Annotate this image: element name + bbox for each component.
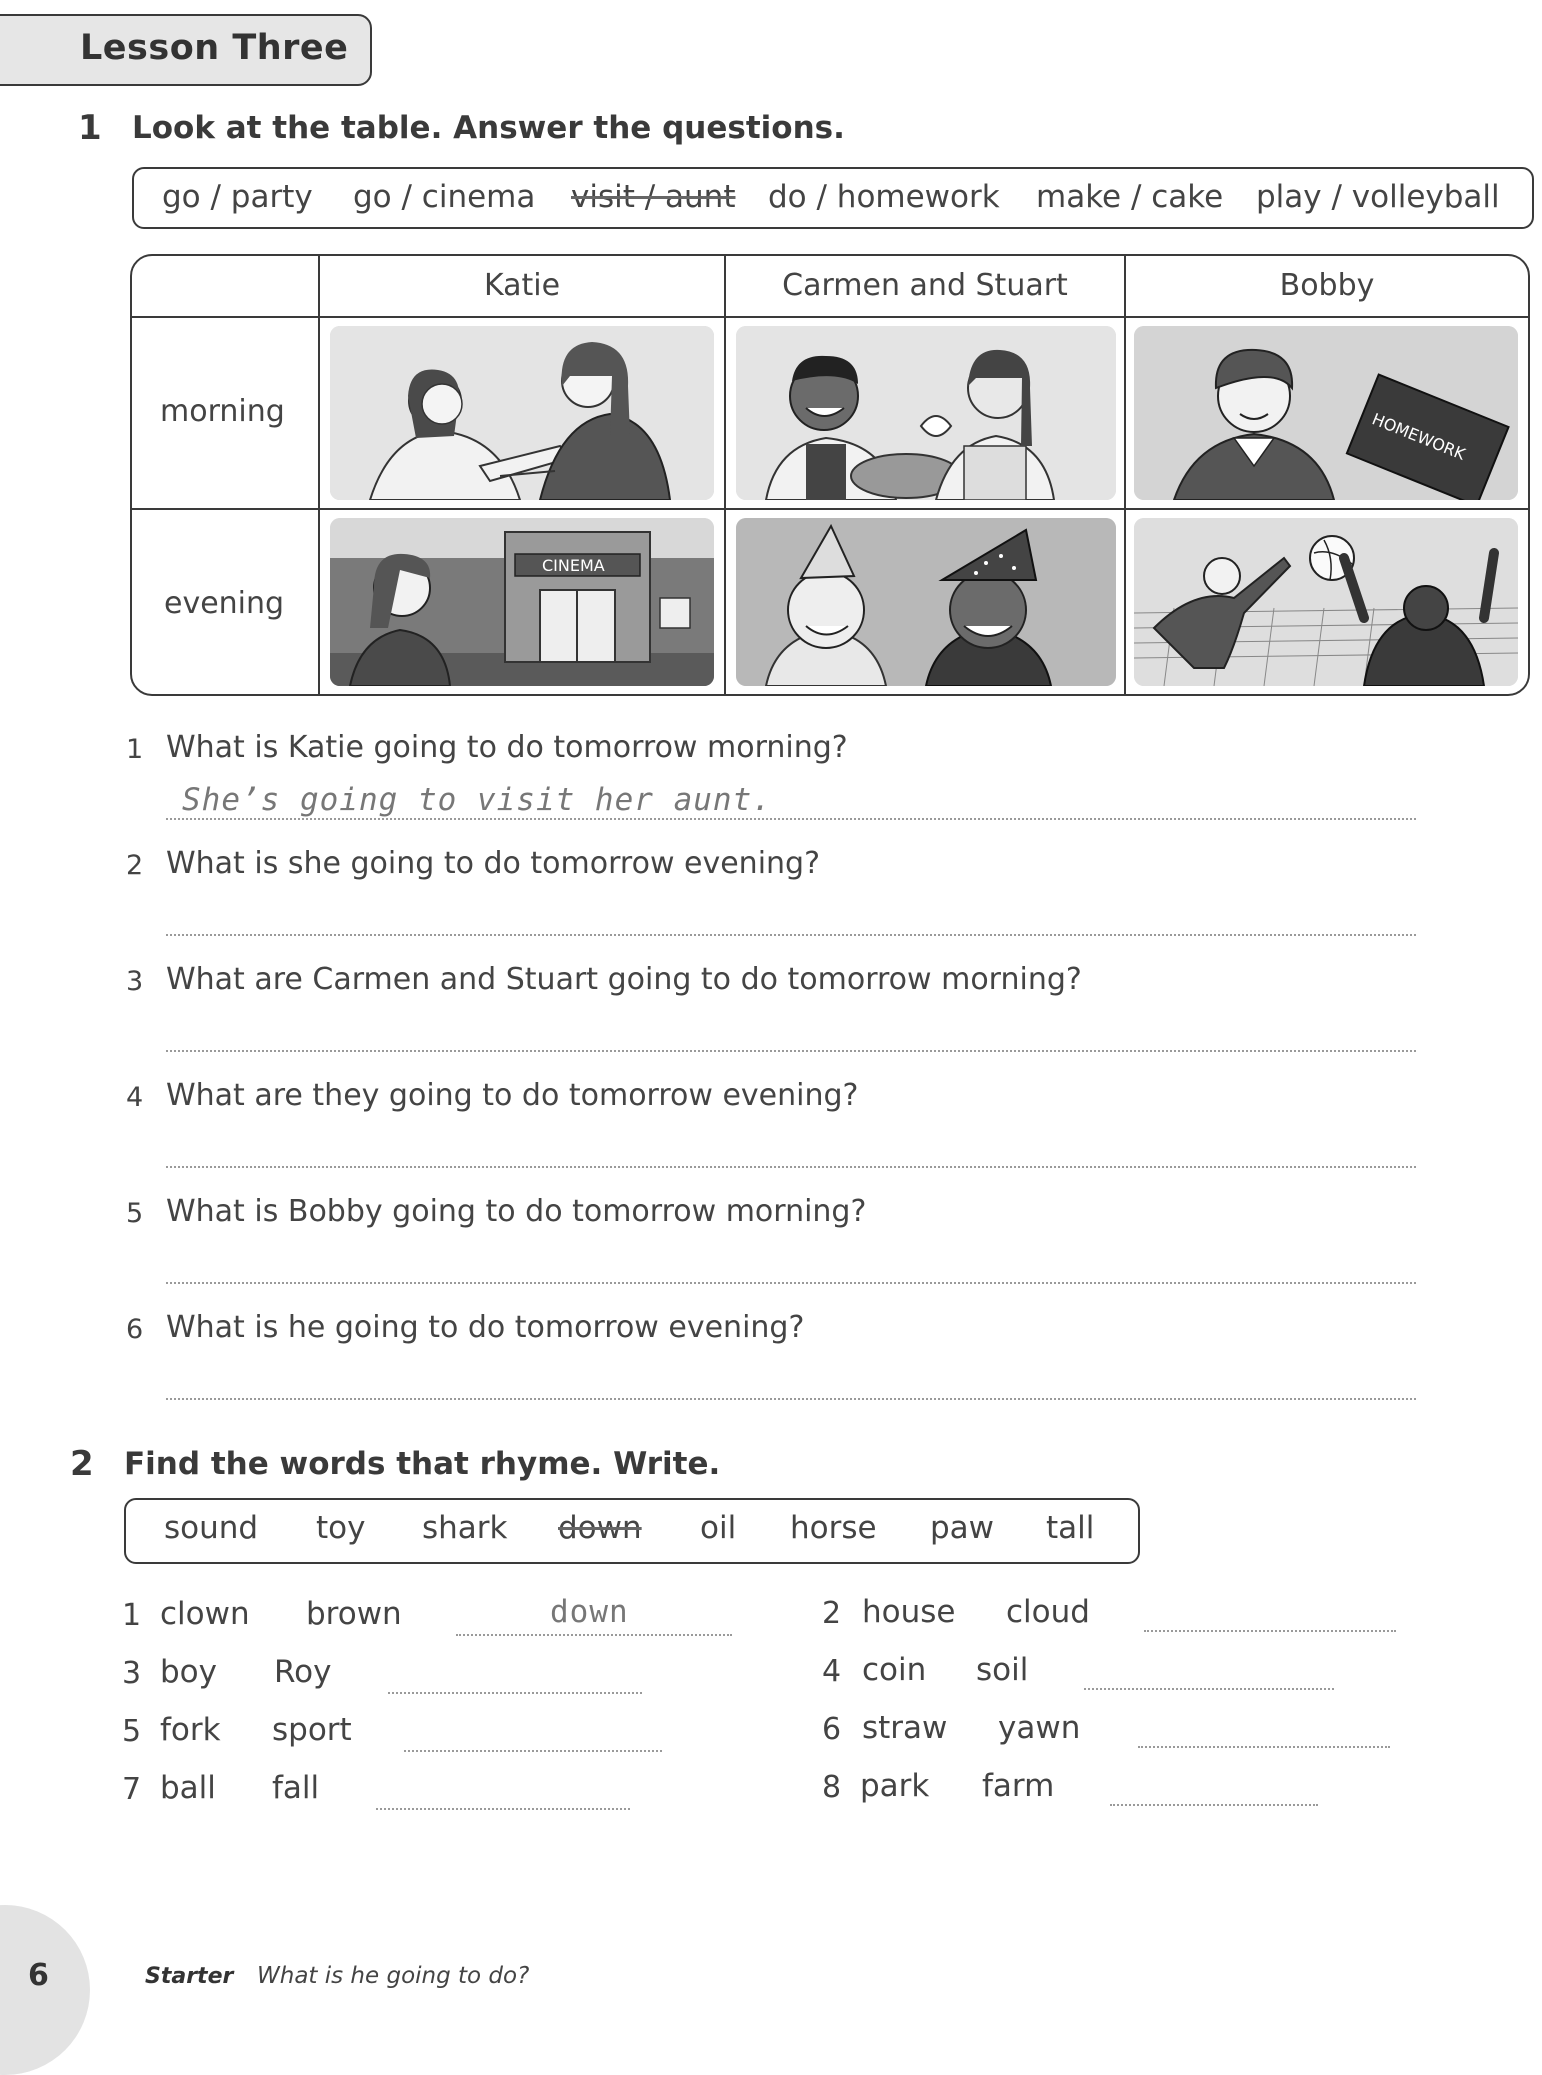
rhyme-answer-line[interactable]	[1144, 1630, 1396, 1632]
table-divider	[132, 508, 1528, 510]
word-bank-item: sound	[164, 1510, 259, 1546]
question-number: 3	[126, 966, 144, 997]
rhyme-answer-line[interactable]	[1110, 1804, 1318, 1806]
word-bank-item: go / cinema	[353, 179, 536, 215]
homework-book-label: HOMEWORK	[1369, 409, 1468, 464]
answer-line[interactable]	[166, 934, 1416, 936]
column-header-carmen-stuart: Carmen and Stuart	[782, 268, 1068, 303]
question-text: What is Katie going to do tomorrow morning?	[166, 730, 848, 765]
row-header-morning: morning	[160, 394, 285, 429]
rhyme-item-number: 6	[822, 1712, 842, 1747]
answer-line[interactable]	[166, 1050, 1416, 1052]
question-text: What is she going to do tomorrow evening?	[166, 846, 821, 881]
answer-line[interactable]	[166, 1398, 1416, 1400]
rhyme-word-a: straw	[862, 1710, 948, 1746]
word-bank-item: go / party	[162, 179, 313, 215]
footer-unit-title: What is he going to do?	[257, 1963, 530, 1989]
example-answer: down	[550, 1594, 629, 1630]
answer-line[interactable]	[166, 1166, 1416, 1168]
rhyme-word-b: fall	[272, 1770, 320, 1806]
rhyme-item-number: 8	[822, 1770, 842, 1805]
question-text: What is he going to do tomorrow evening?	[166, 1310, 805, 1345]
rhyme-word-b: yawn	[998, 1710, 1081, 1746]
rhyme-answer-line[interactable]	[456, 1634, 732, 1636]
rhyme-answer-line[interactable]	[376, 1808, 630, 1810]
answer-line[interactable]	[166, 1282, 1416, 1284]
word-bank-item-used: down	[558, 1510, 642, 1546]
rhyme-word-a: park	[860, 1768, 930, 1804]
rhyme-item-number: 4	[822, 1654, 842, 1689]
rhyme-word-a: ball	[160, 1770, 216, 1806]
rhyme-word-b: soil	[976, 1652, 1029, 1688]
picture-bobby-play-volleyball	[1134, 518, 1518, 686]
footer-unit: Starter	[145, 1964, 234, 1989]
rhyme-answer-line[interactable]	[388, 1692, 642, 1694]
word-bank-item: play / volleyball	[1256, 179, 1500, 215]
rhyme-word-a: clown	[160, 1596, 250, 1632]
rhyme-answer-line[interactable]	[404, 1750, 662, 1752]
table-divider	[318, 256, 320, 694]
exercise-1-number: 1	[78, 108, 102, 148]
word-bank-item: horse	[790, 1510, 877, 1546]
rhyme-word-b: brown	[306, 1596, 402, 1632]
picture-katie-go-cinema	[330, 518, 714, 686]
picture-carmen-stuart-go-party	[736, 518, 1116, 686]
rhyme-word-a: fork	[160, 1712, 221, 1748]
answer-line[interactable]	[166, 818, 1416, 820]
word-bank-item: shark	[422, 1510, 508, 1546]
rhyme-word-a: house	[862, 1594, 956, 1630]
rhyme-word-b: sport	[272, 1712, 352, 1748]
picture-carmen-stuart-make-cake	[736, 326, 1116, 500]
rhyme-item-number: 5	[122, 1714, 142, 1749]
question-number: 2	[126, 850, 144, 881]
word-bank-item: do / homework	[768, 179, 1000, 215]
rhyme-word-b: Roy	[274, 1654, 332, 1690]
table-divider	[724, 256, 726, 694]
word-bank-item: make / cake	[1036, 179, 1224, 215]
rhyme-word-a: boy	[160, 1654, 217, 1690]
activity-table	[130, 254, 1530, 696]
lesson-title: Lesson Three	[80, 28, 349, 68]
exercise-2-number: 2	[70, 1444, 94, 1484]
question-text: What is Bobby going to do tomorrow morning?	[166, 1194, 867, 1229]
table-divider	[132, 316, 1528, 318]
question-text: What are Carmen and Stuart going to do tomorrow morning?	[166, 962, 1082, 997]
rhyme-answer-line[interactable]	[1138, 1746, 1390, 1748]
rhyme-item-number: 1	[122, 1598, 142, 1633]
rhyme-word-a: coin	[862, 1652, 927, 1688]
question-text: What are they going to do tomorrow evening?	[166, 1078, 859, 1113]
example-answer: She’s going to visit her aunt.	[182, 782, 772, 818]
row-header-evening: evening	[164, 586, 285, 621]
question-number: 5	[126, 1198, 144, 1229]
rhyme-item-number: 2	[822, 1596, 842, 1631]
page-number: 6	[28, 1958, 49, 1993]
exercise-2-word-bank	[124, 1498, 1140, 1564]
word-bank-item: paw	[930, 1510, 995, 1546]
question-number: 6	[126, 1314, 144, 1345]
rhyme-word-b: farm	[982, 1768, 1055, 1804]
exercise-2-instruction: Find the words that rhyme. Write.	[124, 1446, 721, 1482]
cinema-sign-label: CINEMA	[542, 556, 605, 575]
question-number: 4	[126, 1082, 144, 1113]
column-header-bobby: Bobby	[1279, 268, 1375, 303]
exercise-1-instruction: Look at the table. Answer the questions.	[132, 110, 845, 146]
table-divider	[1124, 256, 1126, 694]
picture-bobby-do-homework	[1134, 326, 1518, 500]
word-bank-item-used: visit / aunt	[571, 179, 736, 215]
column-header-katie: Katie	[483, 268, 561, 303]
question-number: 1	[126, 734, 144, 765]
word-bank-item: toy	[316, 1510, 366, 1546]
exercise-1-word-bank	[132, 167, 1534, 229]
rhyme-item-number: 3	[122, 1656, 142, 1691]
word-bank-item: oil	[700, 1510, 737, 1546]
rhyme-word-b: cloud	[1006, 1594, 1090, 1630]
word-bank-item: tall	[1046, 1510, 1095, 1546]
rhyme-answer-line[interactable]	[1084, 1688, 1334, 1690]
rhyme-item-number: 7	[122, 1772, 142, 1807]
picture-katie-visit-aunt	[330, 326, 714, 500]
